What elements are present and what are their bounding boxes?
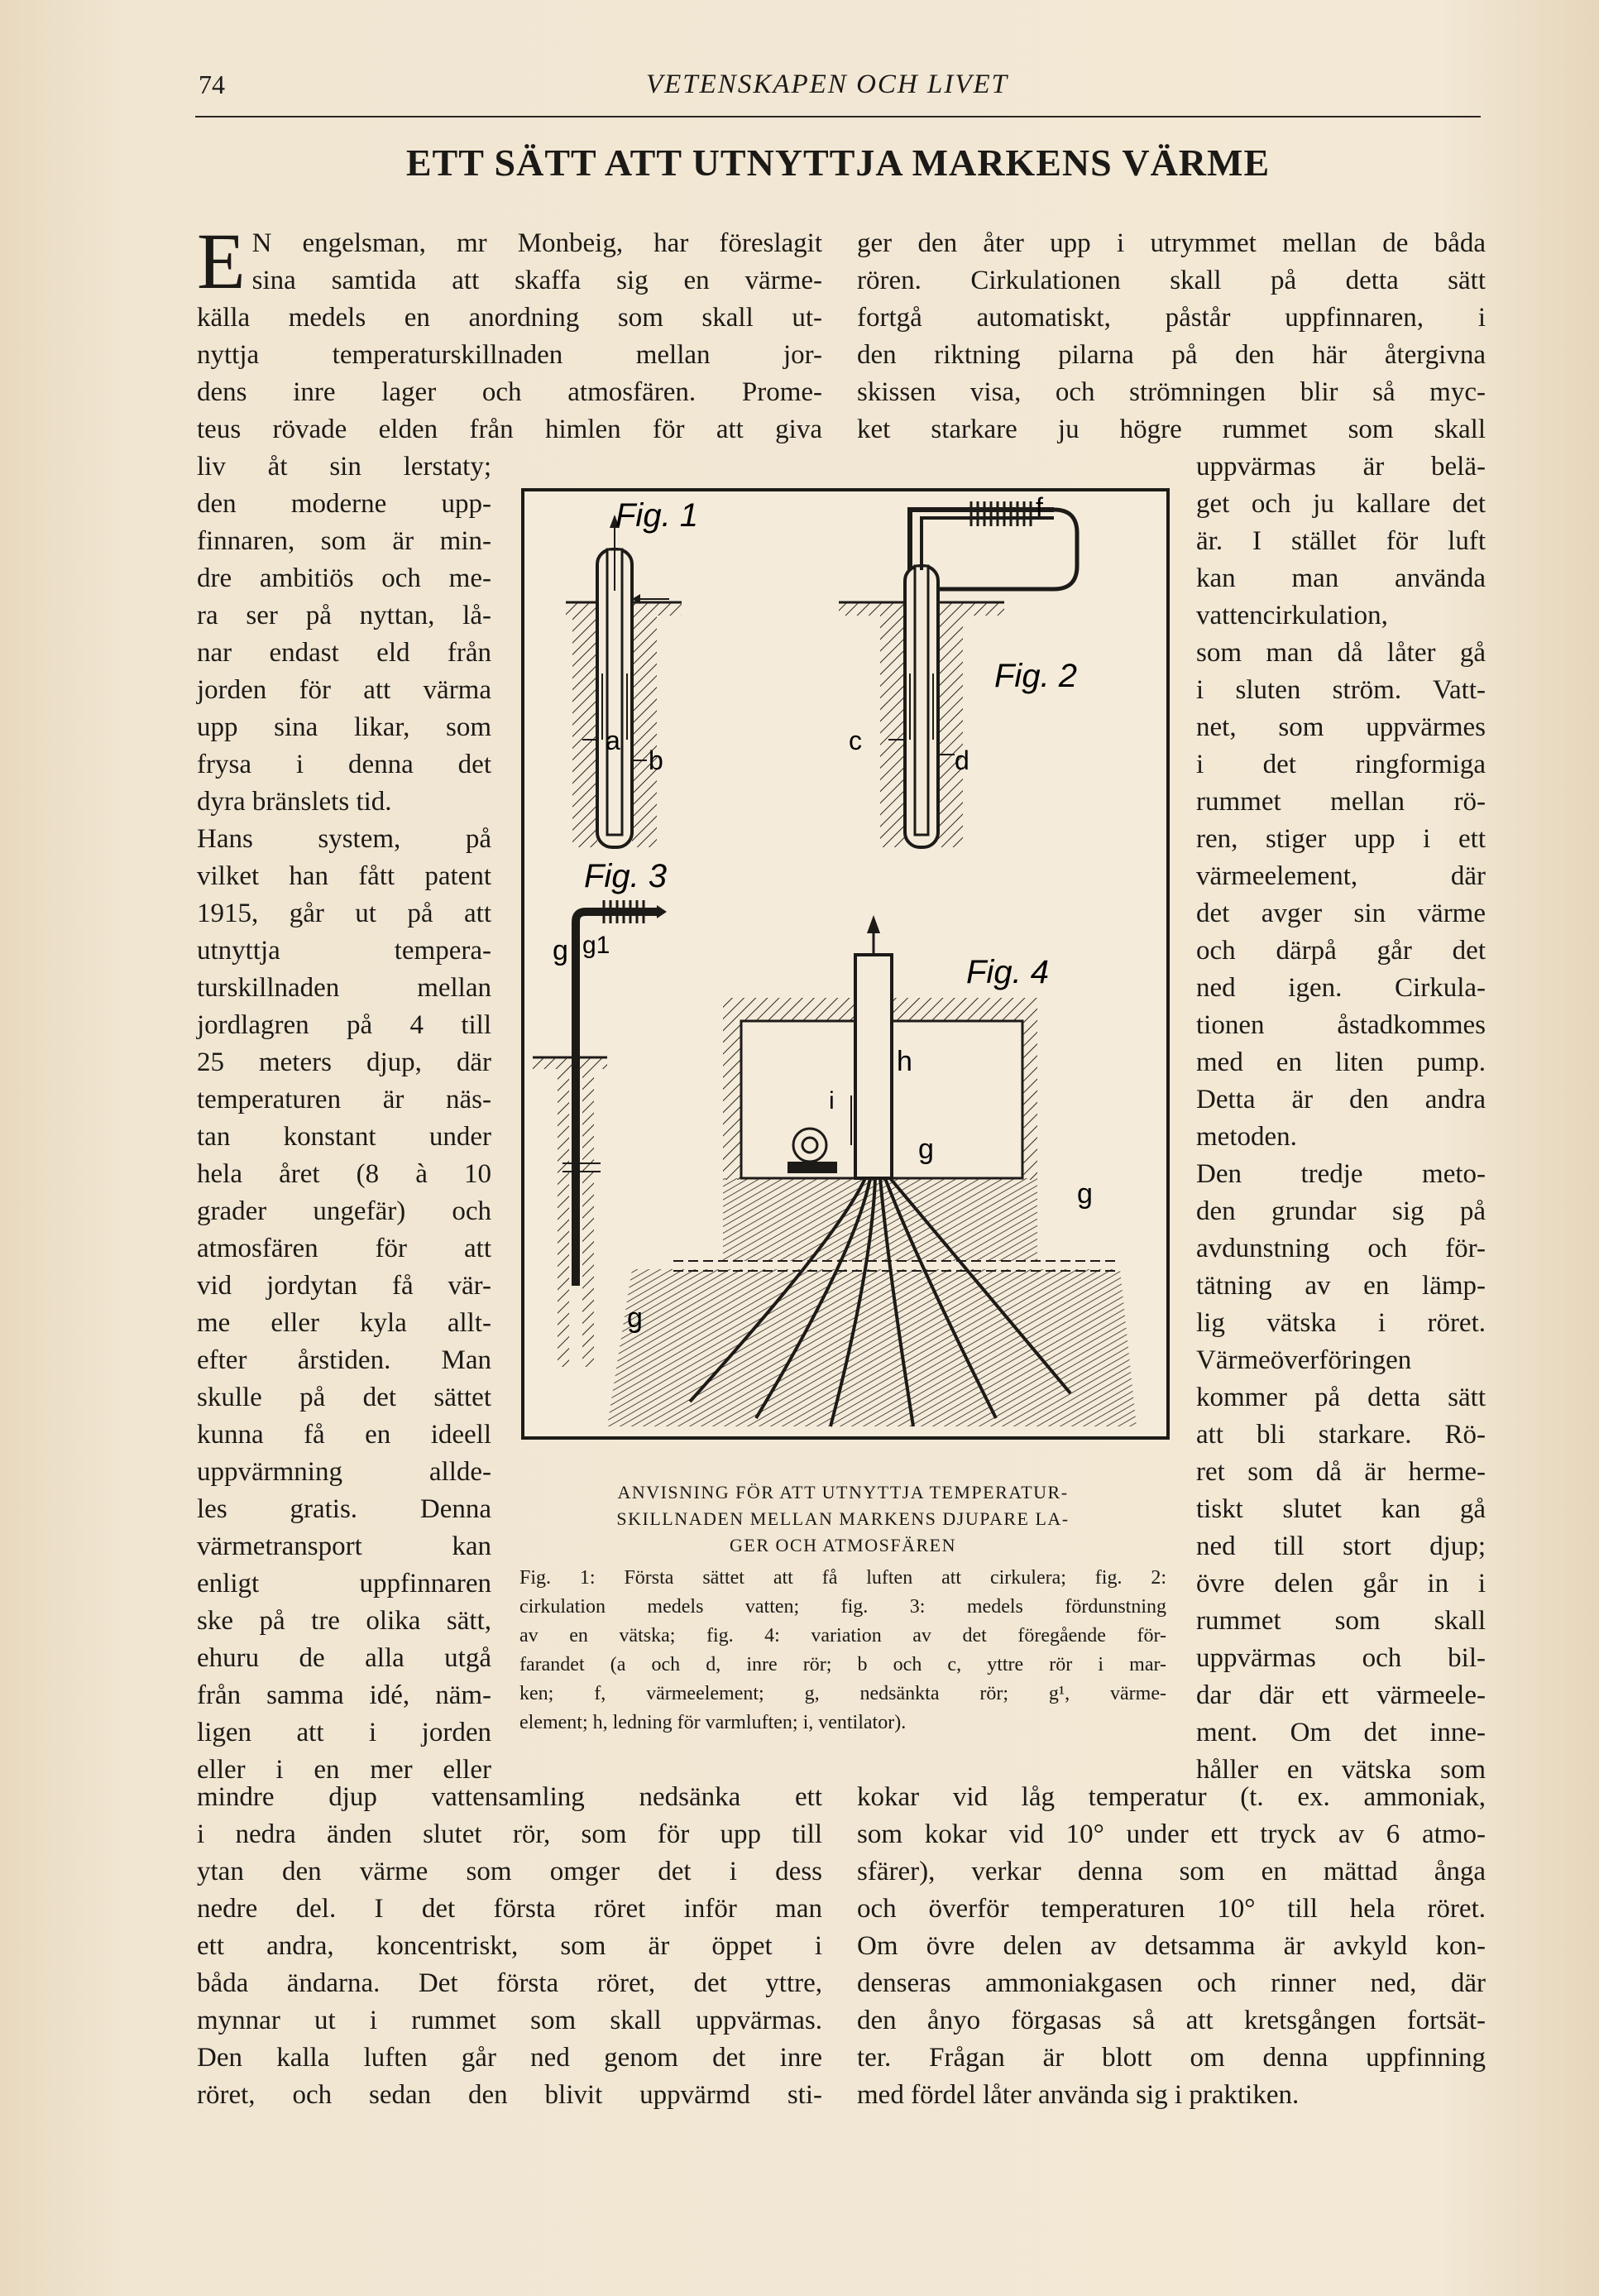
body-text-line: 1915, går ut på att: [197, 899, 491, 928]
left-column-top: [197, 217, 822, 448]
body-text-line: lig vätska i röret.: [1196, 1308, 1486, 1338]
body-text-line: jordlagren på 4 till: [197, 1010, 491, 1040]
body-text-line: jorden för att värma: [197, 675, 491, 705]
body-text-line: denseras ammoniakgasen och rinner ned, där: [857, 1968, 1486, 1998]
caption-body-line: Fig. 1: Första sättet att få luften att cirkulera; fig. 2:: [519, 1567, 1166, 1589]
fig3-label: Fig. 3: [584, 858, 668, 894]
body-text-line: det avger sin värme: [1196, 899, 1486, 928]
body-text-line: upp sina likar, som: [197, 712, 491, 742]
caption-body: [519, 1564, 1166, 1738]
body-text-line: ske på tre olika sätt,: [197, 1606, 491, 1636]
label-i: i: [829, 1087, 835, 1114]
body-text-line: ket starkare ju högre rummet som skall: [857, 415, 1486, 444]
body-text-line: tiskt slutet kan gå: [1196, 1494, 1486, 1524]
body-text-line: vattencirkulation,: [1196, 601, 1388, 630]
body-text-line: temperaturen är näs-: [197, 1085, 491, 1114]
body-text-line: efter årstiden. Man: [197, 1345, 491, 1375]
body-text-line: tan konstant under: [197, 1122, 491, 1152]
body-text-line: den grundar sig på: [1196, 1196, 1486, 1226]
body-text-line: vid jordytan få vär-: [197, 1271, 491, 1301]
body-text-line: i det ringformiga: [1196, 750, 1486, 779]
body-text-line: finnaren, som är min-: [197, 526, 491, 556]
body-text-line: get och ju kallare det: [1196, 489, 1486, 519]
body-text-line: övre delen går in i: [1196, 1569, 1486, 1599]
figure-illustration: [521, 488, 1170, 1440]
figure-caption: [519, 1479, 1166, 1738]
body-text-line: ytan den värme som omger det i dess: [197, 1857, 822, 1886]
body-text-line: dar där ett värmeele-: [1196, 1680, 1486, 1710]
body-text-line: ret som då är herme-: [1196, 1457, 1486, 1487]
label-b: b: [649, 745, 663, 775]
body-text-line: sina samtida att skaffa sig en värme-: [251, 266, 822, 295]
caption-body-line: cirkulation medels vatten; fig. 3: medels fördunstning: [519, 1596, 1166, 1618]
fig4-drawing: [607, 915, 1137, 1426]
body-text-line: ren, stiger upp i ett: [1196, 824, 1486, 854]
body-text-line: nedre del. I det första röret inför man: [197, 1894, 822, 1924]
body-text-line: frysa i denna det: [197, 750, 491, 779]
body-text-line: avdunstning och för-: [1196, 1234, 1486, 1263]
body-text-line: som kokar vid 10° under ett tryck av 6 atmo-: [857, 1819, 1486, 1849]
label-c: c: [849, 726, 862, 755]
label-g-fig4-left: g: [627, 1302, 643, 1334]
body-text-line: utnyttja tempera-: [197, 936, 491, 966]
body-text-line: röret, och sedan den blivit uppvärmd sti-: [197, 2080, 822, 2110]
body-text-line: kan man använda: [1196, 563, 1486, 593]
label-g-fig4-right: g: [1077, 1178, 1093, 1210]
caption-title-line: GER OCH ATMOSFÄREN: [730, 1535, 956, 1555]
left-column-bottom: [197, 1779, 822, 2114]
body-text-line: den moderne upp-: [197, 489, 491, 519]
body-text-line: teus rövade elden från himlen för att giva: [197, 415, 822, 444]
caption-title: [519, 1479, 1166, 1559]
body-text-line: me eller kyla allt-: [197, 1308, 491, 1338]
body-text-line: ligen att i jorden: [197, 1718, 491, 1747]
body-text-line: Detta är den andra: [1196, 1085, 1486, 1114]
label-f: f: [1036, 492, 1043, 522]
drop-cap: E: [197, 217, 246, 305]
body-text-line: Hans system, på: [197, 824, 491, 854]
body-text-line: Den tredje meto-: [1196, 1159, 1486, 1189]
article-title: ETT SÄTT ATT UTNYTTJA MARKENS VÄRME: [405, 141, 1271, 184]
right-column-top: [857, 225, 1486, 448]
body-text-line: net, som uppvärmes: [1196, 712, 1486, 742]
caption-body-line: av en vätska; fig. 4: variation av det föregående för-: [519, 1625, 1166, 1647]
body-text-line: kokar vid låg temperatur (t. ex. ammoniak,: [857, 1782, 1486, 1812]
body-text-line: atmosfären för att: [197, 1234, 491, 1263]
page-number: 74: [199, 70, 225, 99]
caption-body-line: element; h, ledning för varmluften; i, ventilator).: [519, 1712, 907, 1733]
body-text-line: källa medels en anordning som skall ut-: [197, 303, 822, 333]
body-text-line: värmetransport kan: [197, 1531, 491, 1561]
body-text-line: värmeelement, där: [1196, 861, 1486, 891]
body-text-line: som man då låter gå: [1196, 638, 1486, 668]
body-text-line: den ånyo förgasas så att kretsgången fortsät-: [857, 2006, 1486, 2035]
body-text-line: i nedra änden slutet rör, som för upp till: [197, 1819, 822, 1849]
body-text-line: nar endast eld från: [197, 638, 491, 668]
body-text-line: mindre djup vattensamling nedsänka ett: [197, 1782, 822, 1812]
label-d: d: [955, 745, 969, 775]
body-text-line: eller i en mer eller: [197, 1755, 491, 1785]
body-text-line: uppvärmas är belä-: [1196, 452, 1486, 482]
body-text-line: metoden.: [1196, 1122, 1297, 1152]
body-text-line: uppvärmning allde-: [197, 1457, 491, 1487]
label-h: h: [897, 1046, 912, 1077]
body-text-line: rummet som skall: [1196, 1606, 1486, 1636]
body-text-line: ra ser på nyttan, lå-: [197, 601, 491, 630]
fig1-label: Fig. 1: [615, 497, 699, 534]
body-text-line: hela året (8 à 10: [197, 1159, 491, 1189]
figure-drawing: [524, 491, 1166, 1436]
body-text-line: i sluten ström. Vatt-: [1196, 675, 1486, 705]
body-text-line: enligt uppfinnaren: [197, 1569, 491, 1599]
body-text-line: att bli starkare. Rö-: [1196, 1420, 1486, 1450]
body-text-line: tionen åstadkommes: [1196, 1010, 1486, 1040]
body-text-line: turskillnaden mellan: [197, 973, 491, 1003]
body-text-line: ett andra, koncentriskt, som är öppet i: [197, 1931, 822, 1961]
body-text-line: Den kalla luften går ned genom det inre: [197, 2043, 822, 2073]
header-rule: [195, 116, 1481, 117]
running-head: VETENSKAPEN OCH LIVET: [645, 70, 1009, 99]
body-text-line: Om övre delen av detsamma är avkyld kon-: [857, 1931, 1486, 1961]
body-text-line: ment. Om det inne-: [1196, 1718, 1486, 1747]
body-text-line: är. I stället för luft: [1196, 526, 1486, 556]
left-column-narrow: [197, 448, 491, 1789]
body-text-line: ned igen. Cirkula-: [1196, 973, 1486, 1003]
body-text-line: med en liten pump.: [1196, 1047, 1486, 1077]
body-text-line: grader ungefär) och: [197, 1196, 491, 1226]
body-text-line: ter. Frågan är blott om denna uppfinning: [857, 2043, 1486, 2073]
body-text-line: rören. Cirkulationen skall på detta sätt: [857, 266, 1486, 295]
body-text-line: med fördel låter använda sig i praktiken.: [857, 2080, 1300, 2110]
body-text-line: ned till stort djup;: [1196, 1531, 1486, 1561]
fig1-drawing: [566, 515, 682, 847]
body-text-line: kunna få en ideell: [197, 1420, 491, 1450]
body-text-line: 25 meters djup, där: [197, 1047, 491, 1077]
body-text-line: dens inre lager och atmosfären. Prome-: [197, 377, 822, 407]
body-text-line: kommer på detta sätt: [1196, 1383, 1486, 1412]
right-column-bottom: [857, 1779, 1486, 2114]
label-g-fig3: g: [553, 935, 568, 966]
caption-title-line: SKILLNADEN MELLAN MARKENS DJUPARE LA-: [616, 1508, 1070, 1529]
body-text-line: N engelsman, mr Monbeig, har föreslagit: [251, 228, 822, 258]
body-text-line: liv åt sin lerstaty;: [197, 452, 491, 482]
body-text-line: och överför temperaturen 10° till hela röret.: [857, 1894, 1486, 1924]
body-text-line: dre ambitiös och me-: [197, 563, 491, 593]
body-text-line: skissen visa, och strömningen blir så myc-: [857, 377, 1486, 407]
body-text-line: sfärer), verkar denna som en mättad ånga: [857, 1857, 1486, 1886]
body-text-line: ehuru de alla utgå: [197, 1643, 491, 1673]
label-g-fig4-inner: g: [918, 1134, 934, 1165]
body-text-line: skulle på det sättet: [197, 1383, 491, 1412]
label-a: a: [606, 726, 620, 755]
body-text-line: från samma idé, näm-: [197, 1680, 491, 1710]
body-text-line: Värmeöverföringen: [1196, 1345, 1412, 1375]
body-text-line: håller en vätska som: [1196, 1755, 1486, 1785]
body-text-line: rummet mellan rö-: [1196, 787, 1486, 817]
right-column-narrow: [1196, 448, 1486, 1789]
body-text-line: dyra bränslets tid.: [197, 787, 392, 817]
body-text-line: fortgå automatiskt, påstår uppfinnaren, i: [857, 303, 1486, 333]
caption-body-line: farandet (a och d, inre rör; b och c, yttre rör i mar-: [519, 1654, 1166, 1675]
body-text-line: den riktning pilarna på den här återgivna: [857, 340, 1486, 370]
caption-body-line: ken; f, värmeelement; g, nedsänkta rör; g¹, värme-: [519, 1683, 1166, 1704]
fig4-label: Fig. 4: [966, 954, 1050, 990]
body-text-line: ger den åter upp i utrymmet mellan de båda: [857, 228, 1486, 258]
body-text-line: tätning av en lämp-: [1196, 1271, 1486, 1301]
body-text-line: les gratis. Denna: [197, 1494, 491, 1524]
body-text-line: nyttja temperaturskillnaden mellan jor-: [197, 340, 822, 370]
label-g1: g1: [582, 932, 610, 959]
fig2-label: Fig. 2: [994, 658, 1078, 694]
body-text-line: och därpå går det: [1196, 936, 1486, 966]
body-text-line: vilket han fått patent: [197, 861, 491, 891]
body-text-line: uppvärmas och bil-: [1196, 1643, 1486, 1673]
body-text-line: båda ändarna. Det första röret, det yttre,: [197, 1968, 822, 1998]
body-text-line: mynnar ut i rummet som skall uppvärmas.: [197, 2006, 822, 2035]
caption-title-line: ANVISNING FÖR ATT UTNYTTJA TEMPERATUR-: [617, 1482, 1069, 1503]
